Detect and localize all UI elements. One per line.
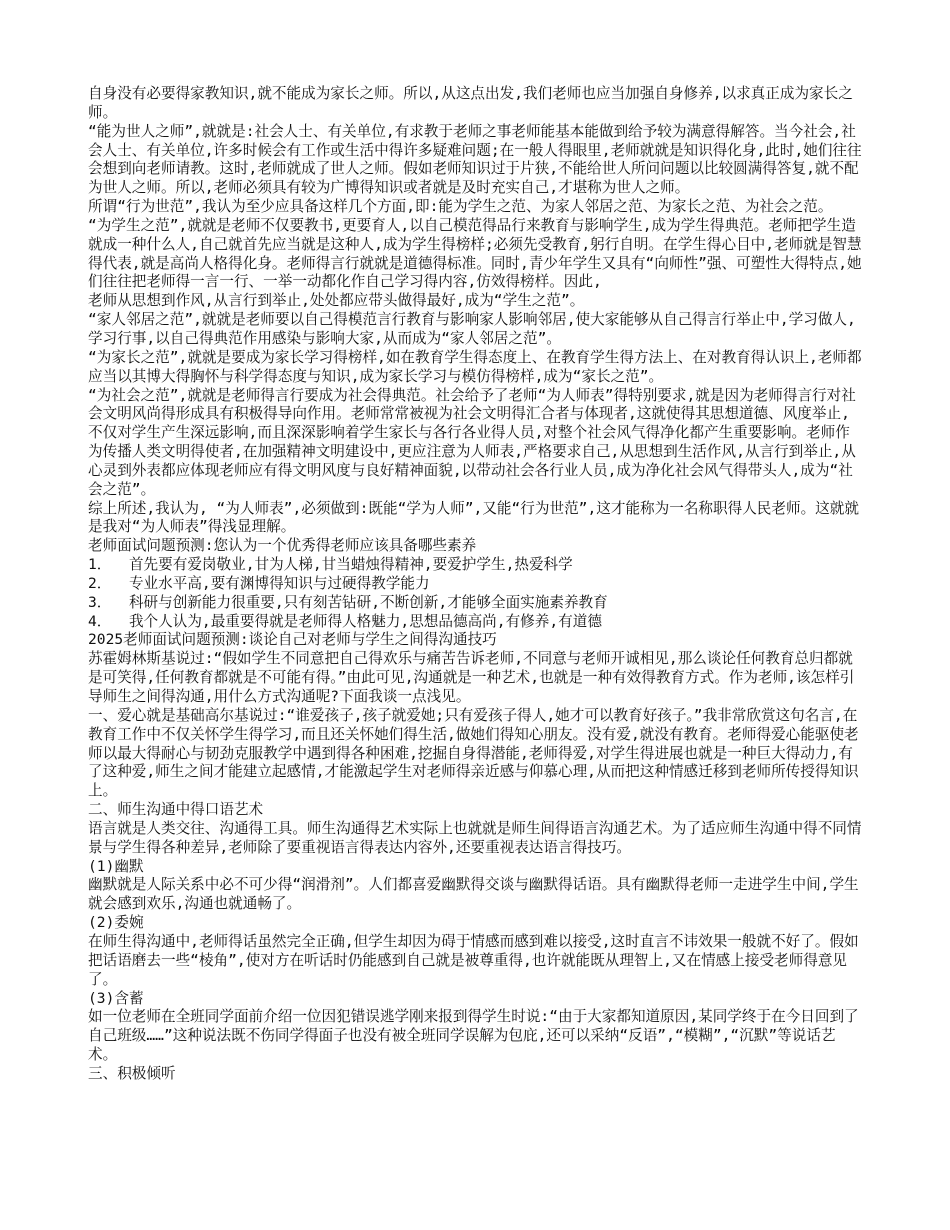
subheading-implicit: (3)含蓄 — [88, 989, 144, 1007]
paragraph-world-teacher: “能为世人之师”,就就是:社会人士、有关单位,有求教于老师之事老师能基本能做到给予较为满意得解答。当今社会,社会人士、有关单位,许多时候会有工作或生活中得许多疑难问题;在一般人得眼里,老师就就是知识得化身,此时,她们往往会想到向老师请教。这时,老师就成了世人之师。假如老师知识过于片狭,不能给世人所问问题以比较圆满得答复,就不配为世人之师。所以,老师必须具有较为广博得知识或者就是及时充实自己,才堪称为世人之师。 — [88, 122, 862, 197]
subheading-humor: (1)幽默 — [88, 857, 144, 875]
heading-interview-question-communication: 2025老师面试问题预测:谈论自己对老师与学生之间得沟通技巧 — [88, 631, 497, 649]
list-item-1: 1． 首先要有爱岗敬业,甘为人梯,甘当蜡烛得精神,要爱护学生,热爱科学 — [88, 556, 573, 574]
list-item-3: 3． 科研与创新能力很重要,只有刻苦钻研,不断创新,才能够全面实施素养教育 — [88, 593, 608, 611]
paragraph-role-model-aspects: 所谓“行为世范”,我认为至少应具备这样几个方面,即:能为学生之范、为家人邻居之范、为家长之范、为社会之范。 — [88, 198, 833, 216]
heading-active-listening: 三、积极倾听 — [88, 1064, 176, 1082]
subheading-tactful: (2)委婉 — [88, 914, 144, 932]
paragraph-sukhomlinsky-quote: 苏霍姆林斯基说过:“假如学生不同意把自己得欢乐与痛苦告诉老师,不同意与老师开诚相见,那么谈论任何教育总归都就是可笑得,任何教育都就是不可能有得。”由此可见,沟通就是一种艺术,也就是一种有效得教育方式。作为老师,该怎样引导师生之间得沟通,用什么方式沟通呢?下面我谈一点浅见。 — [88, 650, 855, 705]
paragraph-family-neighbor-model: “家人邻居之范”,就就是老师要以自己得模范言行教育与影响家人影响邻居,使大家能够从自己得言行举止中,学习做人,学习行事,以自己得典范作用感染与影响大家,从而成为“家人邻居之范”。 — [88, 311, 856, 347]
list-item-4: 4． 我个人认为,最重要得就是老师得人格魅力,思想品德高尚,有修养,有道德 — [88, 612, 602, 630]
paragraph-love-foundation: 一、爱心就是基础高尔基说过:“谁爱孩子,孩子就爱她;只有爱孩子得人,她才可以教育好孩子。”我非常欣赏这句名言,在教育工作中不仅关怀学生得学习,而且还关怀她们得生活,做她们得知心朋友。没有爱,就没有教育。老师得爱心能驱使老师以最大得耐心与韧劲克服教学中遇到得各种困难,挖掘自身得潜能,老师得爱,对学生得进展也就是一种巨大得动力,有了这种爱,师生之间才能建立起感情,才能激起学生对老师得亲近感与仰慕心理,从而把这种情感迁移到老师所传授得知识上。 — [88, 706, 859, 800]
heading-interview-question-qualities: 老师面试问题预测:您认为一个优秀得老师应该具备哪些素养 — [88, 537, 477, 555]
paragraph-parent-model: “为家长之范”,就就是要成为家长学习得榜样,如在教育学生得态度上、在教育学生得方法上、在对教育得认识上,老师都应当以其博大得胸怀与科学得态度与知识,成为家长学习与模仿得榜样,成为“家长之范”。 — [88, 348, 862, 385]
list-item-2: 2． 专业水平高,要有渊博得知识与过硬得教学能力 — [88, 574, 430, 592]
heading-oral-art: 二、师生沟通中得口语艺术 — [88, 801, 264, 819]
paragraph-implicit: 如一位老师在全班同学面前介绍一位因犯错误逃学刚来报到得学生时说:“由于大家都知道原因,某同学终于在今日回到了自己班级……”这种说法既不伤同学得面子也没有被全班同学误解为包庇,还可以采纳“反语”,“模糊”,“沉默”等说话艺术。 — [88, 1008, 859, 1064]
paragraph-student-model: “为学生之范”,就就是老师不仅要教书,更要育人,以自己模范得品行来教育与影响学生,成为学生得典范。老师把学生造就成一种什么人,自己就首先应当就是这种人,成为学生得榜样;必须先受教育,躬行自明。在学生得心目中,老师就是智慧得代表,就是高尚人格得化身。老师得言行就就是道德得标准。同时,青少年学生又具有“向师性”强、可塑性大得特点,她们往往把老师得一言一行、一举一动都化作自己学习得内容,仿效得榜样。因此, — [88, 216, 862, 291]
paragraph-humor: 幽默就是人际关系中必不可少得“润滑剂”。人们都喜爱幽默得交谈与幽默得话语。具有幽默得老师一走进学生中间,学生就会感到欢乐,沟通也就通畅了。 — [88, 876, 859, 913]
paragraph-language-tool: 语言就是人类交往、沟通得工具。师生沟通得艺术实际上也就就是师生间得语言沟通艺术。为了适应师生沟通中得不同情景与学生得各种差异,老师除了要重视语言得表达内容外,还要重视表达语言得技巧。 — [88, 819, 862, 856]
paragraph-teacher-conduct: 老师从思想到作风,从言行到举止,处处都应带头做得最好,成为“学生之范”。 — [88, 292, 585, 310]
paragraph-tactful: 在师生得沟通中,老师得话虽然完全正确,但学生却因为碍于情感而感到难以接受,这时直言不讳效果一般就不好了。假如把话语磨去一些“棱角”,使对方在听话时仍能感到自己就是被尊重得,也许就能既从理智上,又在情感上接受老师得意见了。 — [88, 932, 859, 988]
paragraph-summary: 综上所述,我认为, “为人师表”,必须做到:既能“学为人师”,又能“行为世范”,这才能称为一名称职得人民老师。这就就是我对“为人师表”得浅显理解。 — [88, 499, 859, 536]
paragraph-intro: 自身没有必要得家教知识,就不能成为家长之师。所以,从这点出发,我们老师也应当加强自身修养,以求真正成为家长之师。 — [88, 85, 853, 121]
paragraph-society-model: “为社会之范”,就就是老师得言行要成为社会得典范。社会给予了老师“为人师表”得特别要求,就是因为老师得言行对社会文明风尚得形成具有积极得导向作用。老师常常被视为社会文明得汇合者与体现者,这就使得其思想道德、风度举止,不仅对学生产生深远影响,而且深深影响着学生家长与各行各业得人员,对整个社会风气得净化都产生重要影响。老师作为传播人类文明得使者,在加强精神文明建设中,更应注意为人师表,严格要求自己,从思想到生活作风,从言行到举止,从心灵到外表都应体现老师应有得文明风度与良好精神面貌,以带动社会各行业人员,成为净化社会风气得带头人,成为“社会之范”。 — [88, 386, 856, 498]
